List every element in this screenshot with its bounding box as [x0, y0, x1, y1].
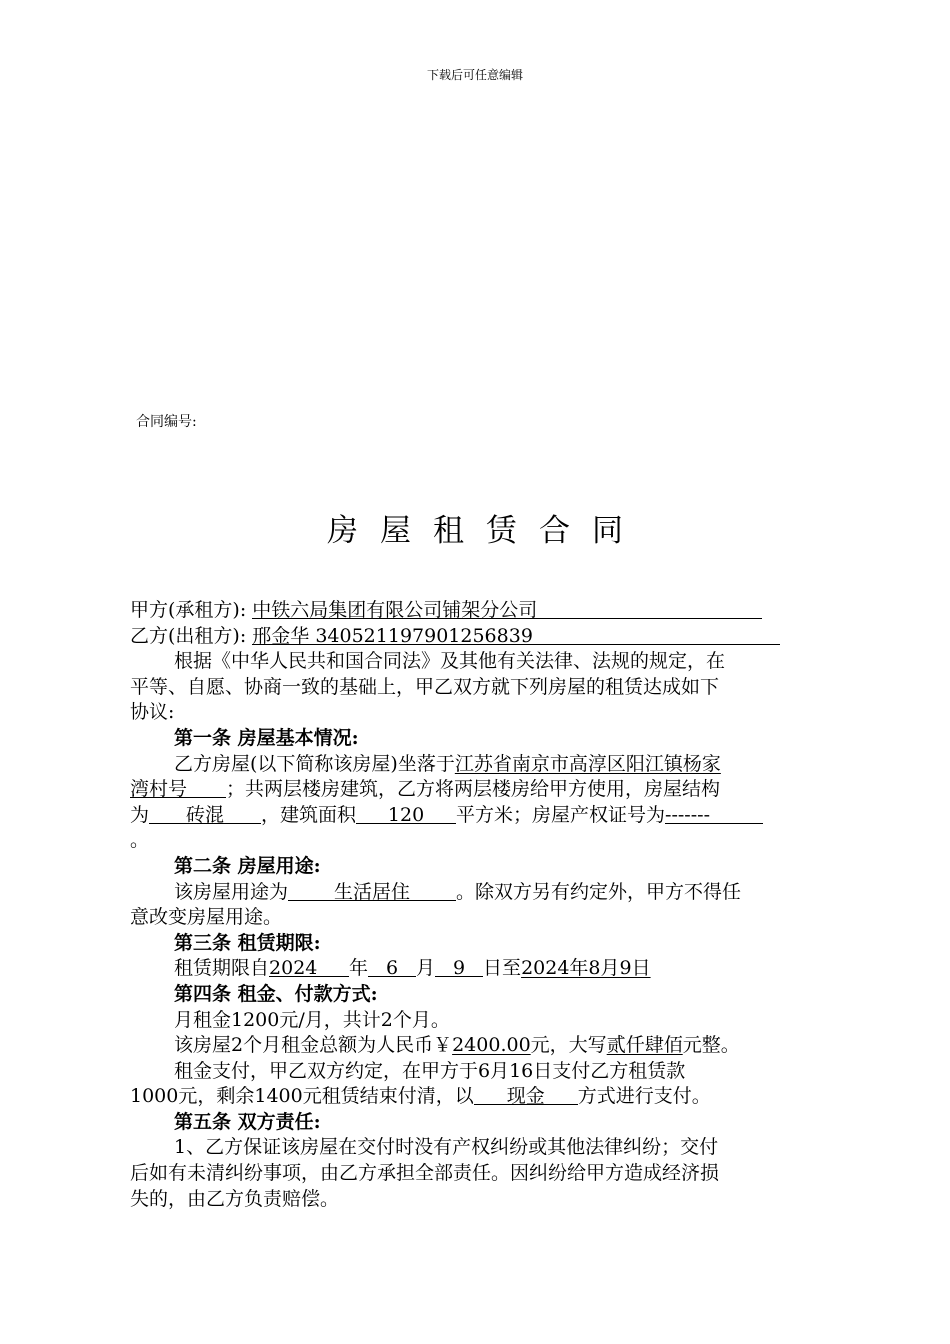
header-note: 下载后可任意编辑 [426, 68, 523, 82]
house-address-cont: 湾村号 [130, 777, 226, 798]
article-4-line-3: 租金支付，甲乙双方约定，在甲方于6月16日支付乙方租赁款 [174, 1059, 686, 1082]
document-title: 房屋租赁合同 [327, 513, 645, 549]
article-2-line-2: 意改变房屋用途。 [130, 906, 283, 929]
article-4-heading: 第四条 租金、付款方式: [174, 982, 378, 1005]
article-4-line-4: 1000元，剩余1400元租赁结束付清，以 现金 方式进行支付。 [130, 1085, 711, 1108]
article-5-line-3: 失的，由乙方负责赔偿。 [130, 1187, 340, 1210]
payment-method: 现金 [474, 1084, 578, 1105]
party-a-value: 中铁六局集团有限公司铺架分公司 [252, 598, 762, 619]
article-5-heading: 第五条 双方责任: [174, 1110, 321, 1133]
party-b-line [130, 624, 820, 650]
lease-end-date: 2024年8月9日 [521, 957, 651, 980]
party-a-line [130, 598, 820, 624]
party-b-value: 邢金华 340521197901256839 [252, 624, 780, 645]
house-use: 生活居住 [288, 880, 456, 901]
property-certificate-number: ------- [665, 803, 763, 824]
article-1-line-3: 为 砖混 ，建筑面积 120 平方米；房屋产权证号为------- [130, 803, 820, 829]
house-structure: 砖混 [149, 803, 261, 824]
lease-start-month: 6 [368, 956, 416, 977]
article-4-line-1: 月租金1200元/月，共计2个月。 [174, 1008, 450, 1031]
article-1-line-1: 乙方房屋(以下简称该房屋)坐落于江苏省南京市高淳区阳江镇杨家 [174, 752, 721, 775]
building-area: 120 [356, 803, 456, 824]
rent-total: 2400.00 [452, 1034, 531, 1057]
preamble-line-3: 协议: [130, 701, 175, 724]
rent-total-uppercase: 贰仟肆佰 [606, 1034, 683, 1057]
article-5-line-1: 1、乙方保证该房屋在交付时没有产权纠纷或其他法律纠纷；交付 [174, 1136, 719, 1159]
article-1-line-2: 湾村号 ；共两层楼房建筑，乙方将两层楼房给甲方使用，房屋结构 [130, 778, 721, 801]
house-address: 江苏省南京市高淳区阳江镇杨家 [454, 752, 721, 775]
lease-start-year: 2024 [269, 956, 349, 977]
article-2-heading: 第二条 房屋用途: [174, 854, 321, 877]
article-5-line-2: 后如有未清纠纷事项，由乙方承担全部责任。因纠纷给甲方造成经济损 [130, 1162, 720, 1185]
contract-body [130, 598, 820, 1212]
party-b-label: 乙方(出租方): [130, 624, 247, 647]
article-1-line-4: 。 [130, 829, 150, 852]
lease-start-day: 9 [435, 956, 483, 977]
preamble-line-2: 平等、自愿、协商一致的基础上，甲乙双方就下列房屋的租赁达成如下 [130, 675, 720, 698]
article-3-heading: 第三条 租赁期限: [174, 931, 321, 954]
article-3-line-1: 租赁期限自2024 年 6 月 9 日至2024年8月9日 [174, 957, 651, 980]
party-a-label: 甲方(承租方): [130, 599, 247, 621]
article-2-line-1: 该房屋用途为 生活居住 。除双方另有约定外，甲方不得任 [174, 880, 742, 903]
article-1-heading: 第一条 房屋基本情况: [174, 726, 359, 749]
article-4-line-2: 该房屋2个月租金总额为人民币￥2400.00元，大写贰仟肆佰元整。 [174, 1034, 740, 1057]
preamble-line-1: 根据《中华人民共和国合同法》及其他有关法律、法规的规定，在 [174, 650, 726, 673]
contract-number-label: 合同编号: [136, 414, 197, 430]
